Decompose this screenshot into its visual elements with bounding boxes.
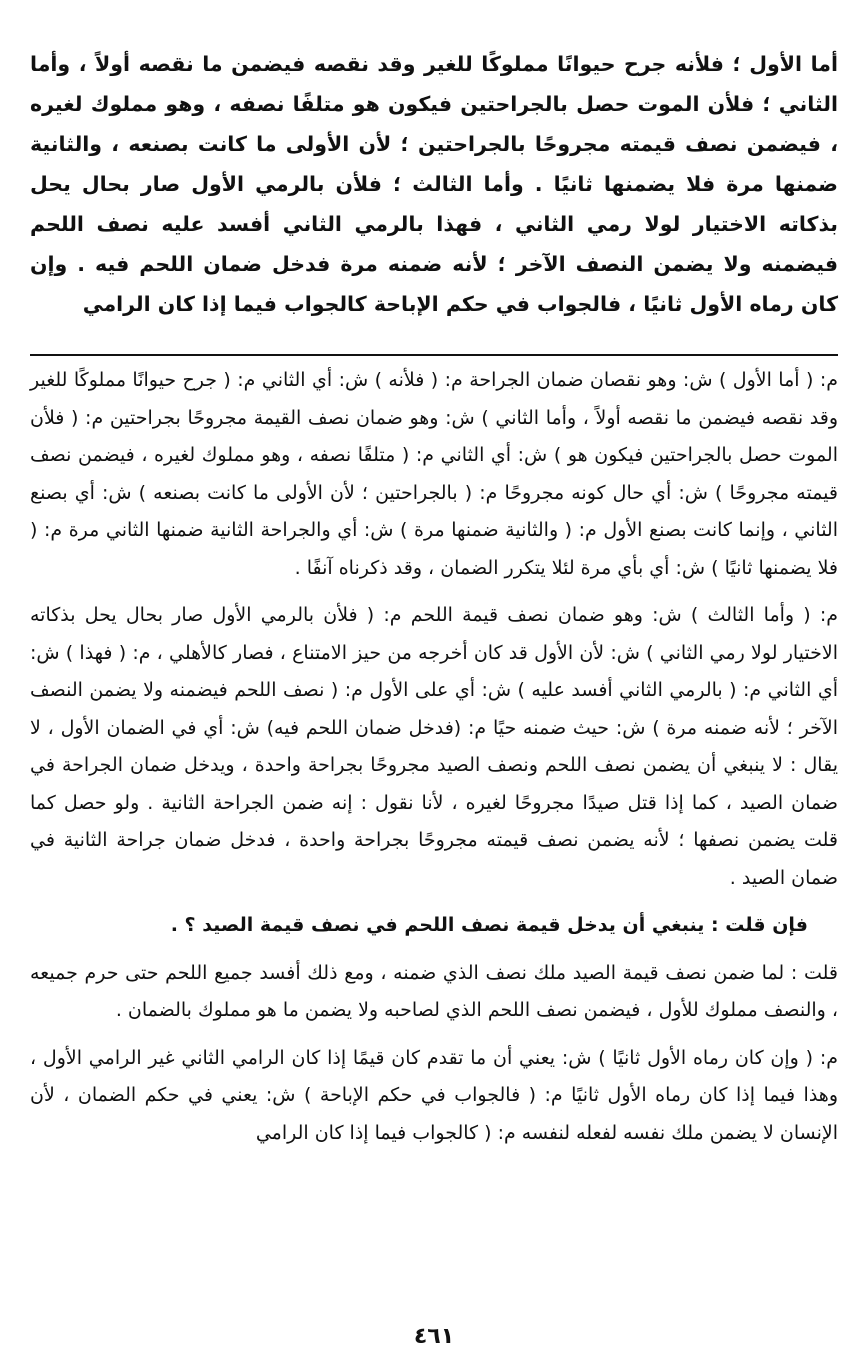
commentary-paragraph-2: م: ( وأما الثالث ) ش: وهو ضمان نصف قيمة اللحم م: ( فلأن بالرمي الأول صار بحال يحل بذكاته الاختيار لولا رمي الثاني ) ش: لأن الأول قد كان أخرجه من حيز الامتناع ، فصار كالأهلي ، م: ( فهذا ) ش: أي الثاني م: ( بالرمي الثاني أفسد عليه ) ش: أي على الأول م: ( نصف اللحم فيضمنه ولا يضمن النصف الآخر ؛ لأنه ضمنه مرة ) ش: حيث ضمنه حيًا م: (فدخل ضمان اللحم فيه) ش: أي في الضمان الأول ، لا يقال : لا ينبغي أن يضمن نصف اللحم ونصف الصيد مجروحًا بجراحة واحدة ، ويدخل ضمان الجراحة في ضمان الصيد ، كما إذا قتل صيدًا مجروحًا لغيره ، لأنا نقول : إنه ضمن الجراحة الثانية . ولو حصل كما قلت يضمن نصفها ؛ لأنه يضمن نصف قيمته مجروحًا بجراحة واحدة ، فدخل ضمان جراحة الثانية في ضمان الصيد . — [30, 604, 838, 889]
commentary-question: فإن قلت : ينبغي أن يدخل قيمة نصف اللحم في نصف قيمة الصيد ؟ . — [170, 914, 808, 936]
main-text-paragraph: أما الأول ؛ فلأنه جرح حيوانًا مملوكًا للغير وقد نقصه فيضمن ما نقصه أولاً ، وأما الثاني ؛ فلأن الموت حصل بالجراحتين فيكون هو متلفًا نصفه ، وهو مملوك لغيره ، فيضمن نصف قيمته مجروحًا بالجراحتين ؛ لأن الأولى ما كانت بصنعه ، والثانية ضمنها مرة فلا يضمنها ثانيًا . وأما الثالث ؛ فلأن بالرمي الأول صار بحال يحل بذكاته الاختيار لولا رمي الثاني ، فهذا بالرمي الثاني أفسد عليه نصف اللحم فيضمنه ولا يضمن النصف الآخر ؛ لأنه ضمنه مرة فدخل ضمان اللحم فيه . وإن كان رماه الأول ثانيًا ، فالجواب في حكم الإباحة كالجواب فيما إذا كان الرامي — [30, 52, 838, 316]
commentary-block — [30, 362, 838, 1152]
book-page — [30, 44, 838, 1372]
commentary-paragraph-3: م: ( وإن كان رماه الأول ثانيًا ) ش: يعني أن ما تقدم كان قيمًا إذا كان الرامي الثاني غير الرامي الأول ، وهذا فيما إذا كان رماه الأول ثانيًا م: ( فالجواب في حكم الإباحة ) ش: يعني في حكم الضمان ، لأن الإنسان لا يضمن ملك نفسه لفعله لنفسه م: ( كالجواب فيما إذا كان الرامي — [30, 1046, 838, 1144]
commentary-paragraph-1: م: ( أما الأول ) ش: وهو نقصان ضمان الجراحة م: ( فلأنه ) ش: أي الثاني م: ( جرح حيوانًا مملوكًا للغير وقد نقصه فيضمن ما نقصه أولاً ، وأما الثاني ) ش: وهو ضمان نصف القيمة مجروحًا بجراحتين م: ( فلأن الموت حصل بالجراحتين فيكون هو ) ش: أي الثاني م: ( متلفًا نصفه ، وهو مملوك لغيره ، فيضمن نصف قيمته مجروحًا ) ش: أي حال كونه مجروحًا م: ( بالجراحتين ؛ لأن الأولى ما كانت بصنعه ) ش: أي بصنع الثاني ، وإنما كانت بصنع الأول م: ( والثانية ضمنها مرة ) ش: أي والجراحة الثانية ضمنها الثاني مرة م: ( فلا يضمنها ثانيًا ) ش: أي بأي مرة لئلا يتكرر الضمان ، وقد ذكرناه آنفًا . — [30, 369, 838, 579]
main-text-block — [30, 44, 838, 324]
footnote-divider — [30, 354, 838, 356]
commentary-answer: قلت : لما ضمن نصف قيمة الصيد ملك نصف الذي ضمنه ، ومع ذلك أفسد جميع اللحم حتى حرم جميعه ، والنصف مملوك للأول ، فيضمن نصف اللحم الذي لصاحبه ولا يضمن ما هو مملوك بالضمان . — [30, 961, 838, 1021]
page-number: ٤٦١ — [413, 1324, 455, 1349]
